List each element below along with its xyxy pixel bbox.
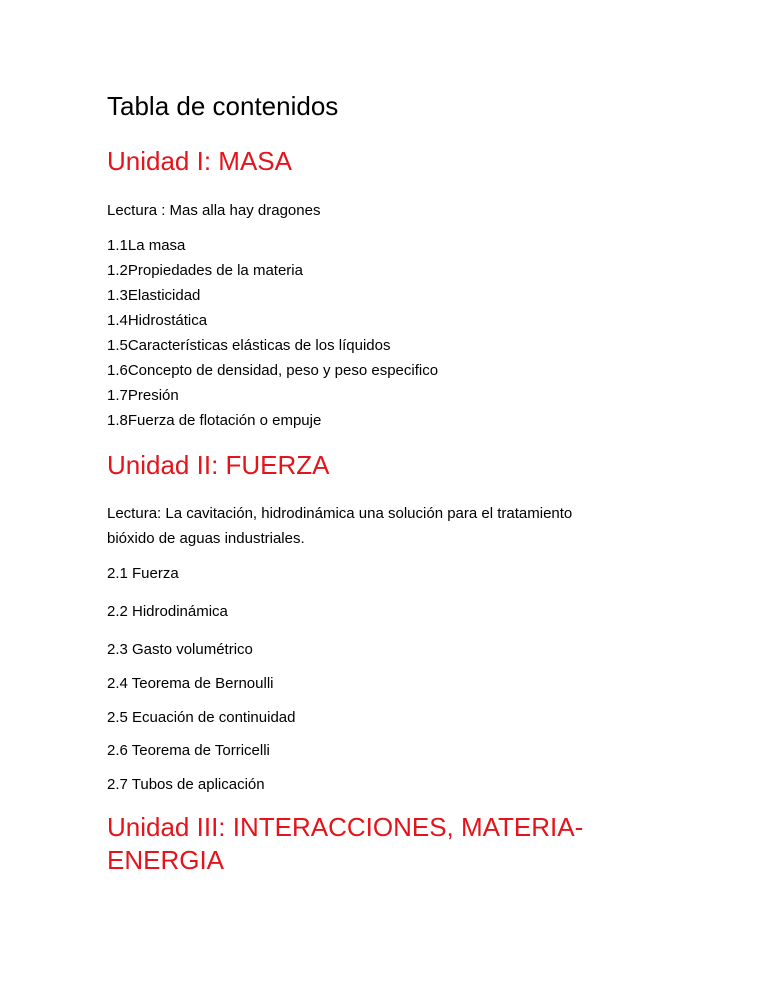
toc-item: 1.3Elasticidad xyxy=(107,287,201,304)
toc-item: 1.8Fuerza de flotación o empuje xyxy=(107,412,322,429)
toc-item: 2.4 Teorema de Bernoulli xyxy=(107,675,274,692)
toc-item: 2.3 Gasto volumétrico xyxy=(107,641,253,658)
toc-item: 1.7Presión xyxy=(107,387,179,404)
unit-3-heading-line-2: ENERGIA xyxy=(107,845,225,875)
toc-item: 2.6 Teorema de Torricelli xyxy=(107,742,270,759)
unit-2-reading-line-1: Lectura: La cavitación, hidrodinámica una solución para el tratamiento xyxy=(107,505,573,522)
toc-item: 1.4Hidrostática xyxy=(107,312,208,329)
unit-1-heading: Unidad I: MASA xyxy=(107,146,292,176)
unit-2-reading-line-2: bióxido de aguas industriales. xyxy=(107,530,305,547)
toc-item: 2.5 Ecuación de continuidad xyxy=(107,709,296,726)
toc-item: 2.2 Hidrodinámica xyxy=(107,603,228,620)
unit-3-heading-line-1: Unidad III: INTERACCIONES, MATERIA- xyxy=(107,812,584,842)
toc-item: 2.7 Tubos de aplicación xyxy=(107,776,265,793)
toc-item: 1.5Características elásticas de los líquidos xyxy=(107,337,391,354)
toc-item: 1.2Propiedades de la materia xyxy=(107,262,303,279)
toc-item: 2.1 Fuerza xyxy=(107,565,179,582)
toc-item: 1.1La masa xyxy=(107,237,186,254)
unit-2-heading: Unidad II: FUERZA xyxy=(107,450,330,480)
page-title: Tabla de contenidos xyxy=(107,91,339,121)
unit-1-reading: Lectura : Mas alla hay dragones xyxy=(107,202,321,219)
toc-item: 1.6Concepto de densidad, peso y peso especifico xyxy=(107,362,439,379)
